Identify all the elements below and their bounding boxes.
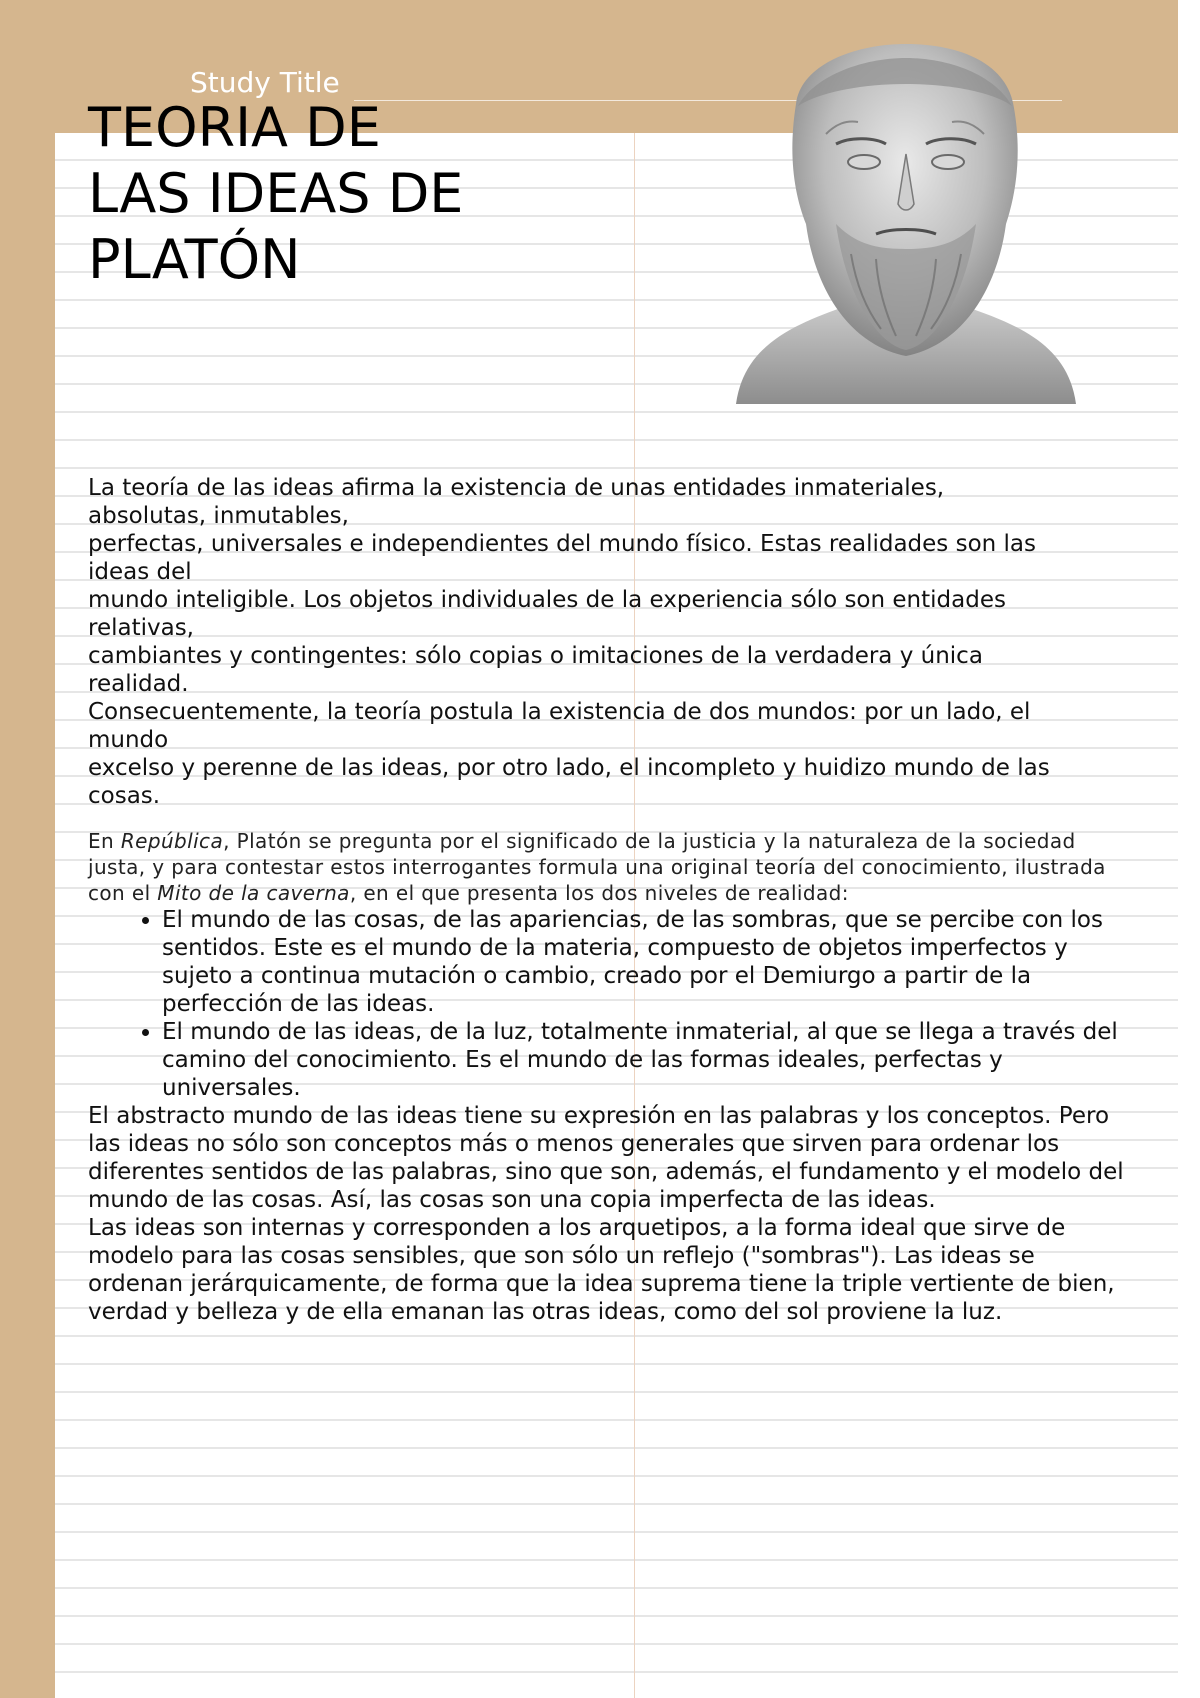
- republica-paragraph: [88, 828, 1128, 906]
- study-title-label: Study Title: [190, 66, 340, 99]
- left-band: [0, 0, 55, 1698]
- intro-line: mundo inteligible. Los objetos individuales de la experiencia sólo son entidades: [88, 587, 1006, 613]
- intro-line: absolutas, inmutables,: [88, 503, 349, 529]
- intro-line: ideas del: [88, 559, 192, 585]
- intro-paragraph: [88, 474, 1128, 810]
- closing-paragraph: El abstracto mundo de las ideas tiene su expresión en las palabras y los conceptos. Pero las ideas no sólo son conceptos más o menos generales que sirven para ordenar los diferentes sentidos de las palabras, sino que son, además, el fundamento y el modelo del mundo de las cosas. Así, las cosas son una copia imperfecta de las ideas.: [88, 1103, 1124, 1213]
- republica-suffix: , en el que presenta los dos niveles de realidad:: [349, 881, 849, 905]
- intro-line: Consecuentemente, la teoría postula la existencia de dos mundos: por un lado, el: [88, 699, 1031, 725]
- levels-list: [88, 906, 1128, 1102]
- intro-line: cosas.: [88, 783, 161, 809]
- intro-line: cambiantes y contingentes: sólo copias o imitaciones de la verdadera y única: [88, 643, 983, 669]
- right-edge: [1178, 0, 1200, 1698]
- republica-work-title: República: [120, 829, 224, 853]
- closing-paragraph: Las ideas son internas y corresponden a los arquetipos, a la forma ideal que sirve de modelo para las cosas sensibles, que son sólo un reflejo ("sombras"). Las ideas se ordenan jerárquicamente, de forma que la idea suprema tiene la triple vertiente de bien, verdad y belleza y de ella emanan las otras ideas, como del sol proviene la luz.: [88, 1215, 1115, 1325]
- intro-line: perfectas, universales e independientes del mundo físico. Estas realidades son las: [88, 531, 1037, 557]
- title-line: PLATÓN: [88, 228, 301, 291]
- republica-prefix: En: [88, 829, 121, 853]
- title-line: TEORIA DE: [88, 96, 381, 159]
- page-title: [88, 95, 608, 293]
- republica-middle: , Platón se pregunta por el significado de la justicia y la naturaleza de la sociedad justa, y para contestar estos interrogantes formula una original teoría del conocimiento, ilustrada con el: [88, 829, 1106, 905]
- title-line: LAS IDEAS DE: [88, 162, 464, 225]
- intro-line: relativas,: [88, 615, 194, 641]
- plato-bust-icon: [726, 44, 1084, 404]
- myth-title: Mito de la caverna: [157, 881, 350, 905]
- intro-line: realidad.: [88, 671, 189, 697]
- intro-line: excelso y perenne de las ideas, por otro lado, el incompleto y huidizo mundo de las: [88, 755, 1050, 781]
- list-item: • El mundo de las cosas, de las apariencias, de las sombras, que se percibe con los sentidos. Este es el mundo de la materia, compuesto de objetos imperfectos y sujeto a continua mutación o cambio, creado por el Demiurgo a partir de la perfección de las ideas.: [162, 906, 1128, 1018]
- list-item: • El mundo de las ideas, de la luz, totalmente inmaterial, al que se llega a través del camino del conocimiento. Es el mundo de las formas ideales, perfectas y universales.: [162, 1018, 1128, 1102]
- content: [88, 474, 1128, 1326]
- intro-line: La teoría de las ideas afirma la existencia de unas entidades inmateriales,: [88, 475, 945, 501]
- intro-line: mundo: [88, 727, 169, 753]
